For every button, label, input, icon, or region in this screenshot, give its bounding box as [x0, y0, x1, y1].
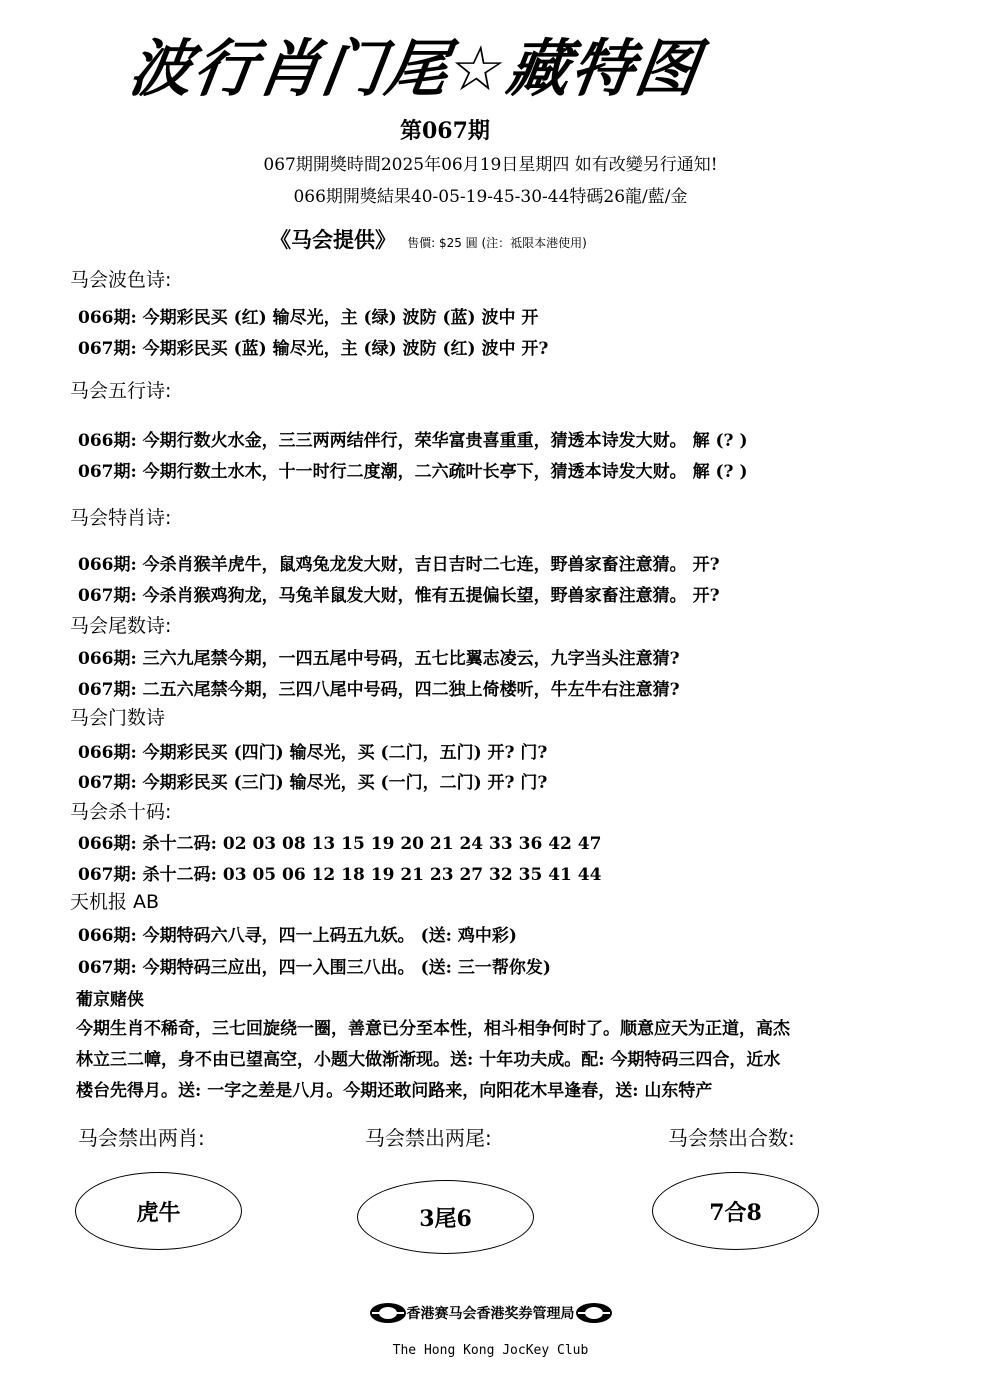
- poem-line: 067期: 今杀肖猴鸡狗龙，马兔羊鼠发大财，惟有五提偏长望，野兽家畜注意猜。 开?: [78, 586, 720, 606]
- issue-number: 第067期: [400, 118, 490, 144]
- last-draw-result: 066期開獎結果40-05-19-45-30-44特碼26龍/藍/金: [293, 187, 688, 207]
- number-line: 066期: 杀十二码: 02 03 08 13 15 19 20 21 24 33 36 42 47: [78, 834, 602, 854]
- section-heading-wave-color: 马会波色诗:: [70, 269, 172, 291]
- hkjc-logo-icon: [369, 1302, 407, 1324]
- footer-cn-text: 香港赛马会香港奖券管理局: [406, 1306, 575, 1322]
- footer-organization: [0, 1302, 981, 1324]
- poem-line: 066期: 三六九尾禁今期，一四五尾中号码，五七比翼志凌云，九字当头注意猜?: [78, 649, 680, 669]
- provider-name: 《马会提供》: [270, 227, 396, 252]
- price-note: 售價: $25 圓 (注：祗限本港使用): [407, 236, 587, 250]
- section-heading-tail: 马会尾数诗:: [70, 615, 172, 637]
- paragraph-line: 林立三二幛，身不由已望高空，小题大做渐渐现。送: 十年功夫成。配: 今期特码三四合，近水: [76, 1050, 781, 1070]
- section-heading-kill-ten: 马会杀十码:: [70, 801, 172, 823]
- ban-tail-value: 3尾6: [357, 1180, 534, 1254]
- hkjc-logo-icon: [575, 1302, 613, 1324]
- number-line: 067期: 杀十二码: 03 05 06 12 18 19 21 23 27 32 35 41 44: [78, 865, 602, 885]
- provider-line: [270, 224, 587, 254]
- ban-zodiac-value: 虎牛: [75, 1172, 242, 1250]
- paragraph-line: 楼台先得月。送: 一字之差是八月。今期还敢问路来，向阳花木早逢春，送: 山东特产: [76, 1081, 713, 1101]
- poem-line: 066期: 今杀肖猴羊虎牛，鼠鸡兔龙发大财，吉日吉时二七连，野兽家畜注意猜。 开?: [78, 555, 720, 575]
- poem-line: 066期: 今期彩民买 (四门) 输尽光，买 (二门，五门) 开? 门?: [78, 743, 548, 763]
- ban-sum-value: 7合8: [652, 1172, 819, 1250]
- ban-sum-label: 马会禁出合数:: [668, 1126, 795, 1150]
- gambler-paragraph: [76, 1014, 926, 1107]
- section-heading-zodiac: 马会特肖诗:: [70, 507, 172, 529]
- poem-line: 067期: 今期彩民买 (三门) 输尽光，买 (一门，二门) 开? 门?: [78, 773, 548, 793]
- paragraph-line: 今期生肖不稀奇，三七回旋绕一圈，善意已分至本性，相斗相争何时了。顺意应天为正道，高杰: [76, 1019, 790, 1039]
- footer-en-text: The Hong Kong JocKey Club: [392, 1343, 589, 1358]
- ban-zodiac-label: 马会禁出两肖:: [78, 1126, 205, 1150]
- poem-line: 066期: 今期行数火水金，三三两两结伴行，荣华富贵喜重重，猜透本诗发大财。 解 (? ): [78, 431, 748, 451]
- section-heading-gambler: 葡京赌侠: [76, 990, 144, 1010]
- page-title: 波行肖门尾☆藏特图: [124, 32, 705, 105]
- poem-line: 067期: 今期特码三应出，四一入围三八出。 (送: 三一帮你发): [78, 958, 551, 978]
- poem-line: 067期: 今期行数土水木，十一时行二度潮，二六疏叶长亭下，猜透本诗发大财。 解 (? ): [78, 462, 748, 482]
- ban-tail-label: 马会禁出两尾:: [365, 1126, 492, 1150]
- section-heading-five-elements: 马会五行诗:: [70, 380, 172, 402]
- poem-line: 067期: 今期彩民买 (蓝) 输尽光，主 (绿) 波防 (红) 波中 开?: [78, 339, 549, 359]
- poem-line: 066期: 今期特码六八寻，四一上码五九妖。 (送: 鸡中彩): [78, 926, 517, 946]
- draw-time-info: 067期開獎時間2025年06月19日星期四 如有改變另行通知!: [263, 155, 718, 175]
- section-heading-door: 马会门数诗: [70, 707, 166, 729]
- poem-line: 067期: 二五六尾禁今期，三四八尾中号码，四二独上倚楼听，牛左牛右注意猜?: [78, 680, 680, 700]
- poem-line: 066期: 今期彩民买 (红) 输尽光，主 (绿) 波防 (蓝) 波中 开: [78, 308, 539, 328]
- section-heading-tianji: 天机报 AB: [70, 891, 160, 913]
